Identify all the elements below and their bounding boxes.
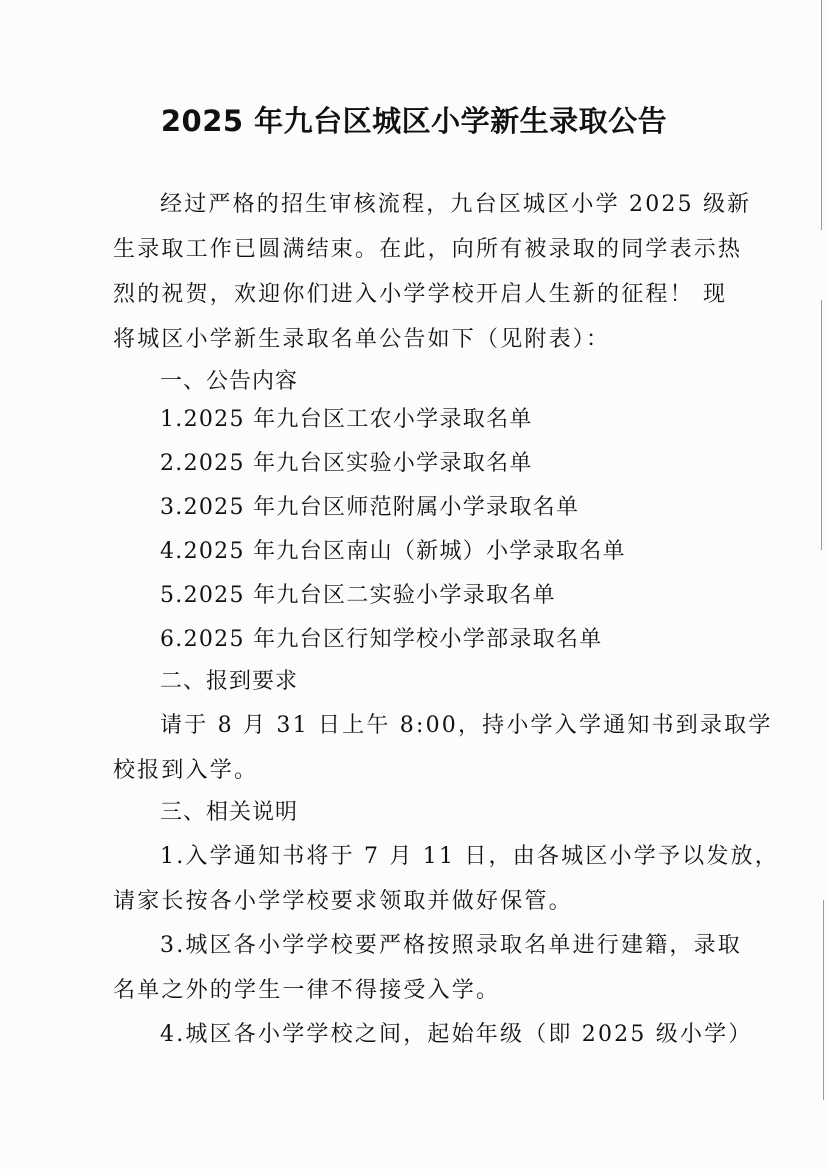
scan-edge-mark	[821, 300, 822, 550]
section-heading: 一、公告内容	[160, 369, 299, 394]
list-item: 2.2025 年九台区实验小学录取名单	[160, 451, 533, 476]
intro-line: 将城区小学新生录取名单公告如下（见附表）：	[113, 327, 611, 352]
list-item: 1.2025 年九台区工农小学录取名单	[160, 407, 533, 432]
list-item: 5.2025 年九台区二实验小学录取名单	[160, 583, 556, 608]
body-line: 请家长按各小学学校要求领取并做好保管。	[113, 889, 573, 914]
body-line: 名单之外的学生一律不得接受入学。	[113, 978, 501, 1003]
body-line: 1.入学通知书将于 7 月 11 日，由各城区小学予以发放，	[160, 844, 779, 869]
section-heading: 二、报到要求	[160, 669, 299, 694]
body-line: 3.城区各小学学校要严格按照录取名单进行建籍，录取	[160, 933, 742, 958]
body-line: 请于 8 月 31 日上午 8:00，持小学入学通知书到录取学	[160, 713, 773, 738]
intro-line: 烈的祝贺，欢迎你们进入小学学校开启人生新的征程！ 现	[113, 282, 728, 307]
intro-line: 生录取工作已圆满结束。在此，向所有被录取的同学表示热	[113, 237, 743, 262]
list-item: 3.2025 年九台区师范附属小学录取名单	[160, 495, 580, 520]
body-line: 校报到入学。	[113, 758, 259, 783]
document-title: 2025 年九台区城区小学新生录取公告	[160, 104, 668, 138]
intro-line: 经过严格的招生审核流程，九台区城区小学 2025 级新	[160, 192, 752, 217]
scan-edge-mark	[823, 900, 824, 1100]
list-item: 4.2025 年九台区南山（新城）小学录取名单	[160, 539, 626, 564]
list-item: 6.2025 年九台区行知学校小学部录取名单	[160, 627, 603, 652]
body-line: 4.城区各小学学校之间，起始年级（即 2025 级小学）	[160, 1022, 753, 1047]
section-heading: 三、相关说明	[160, 800, 299, 825]
